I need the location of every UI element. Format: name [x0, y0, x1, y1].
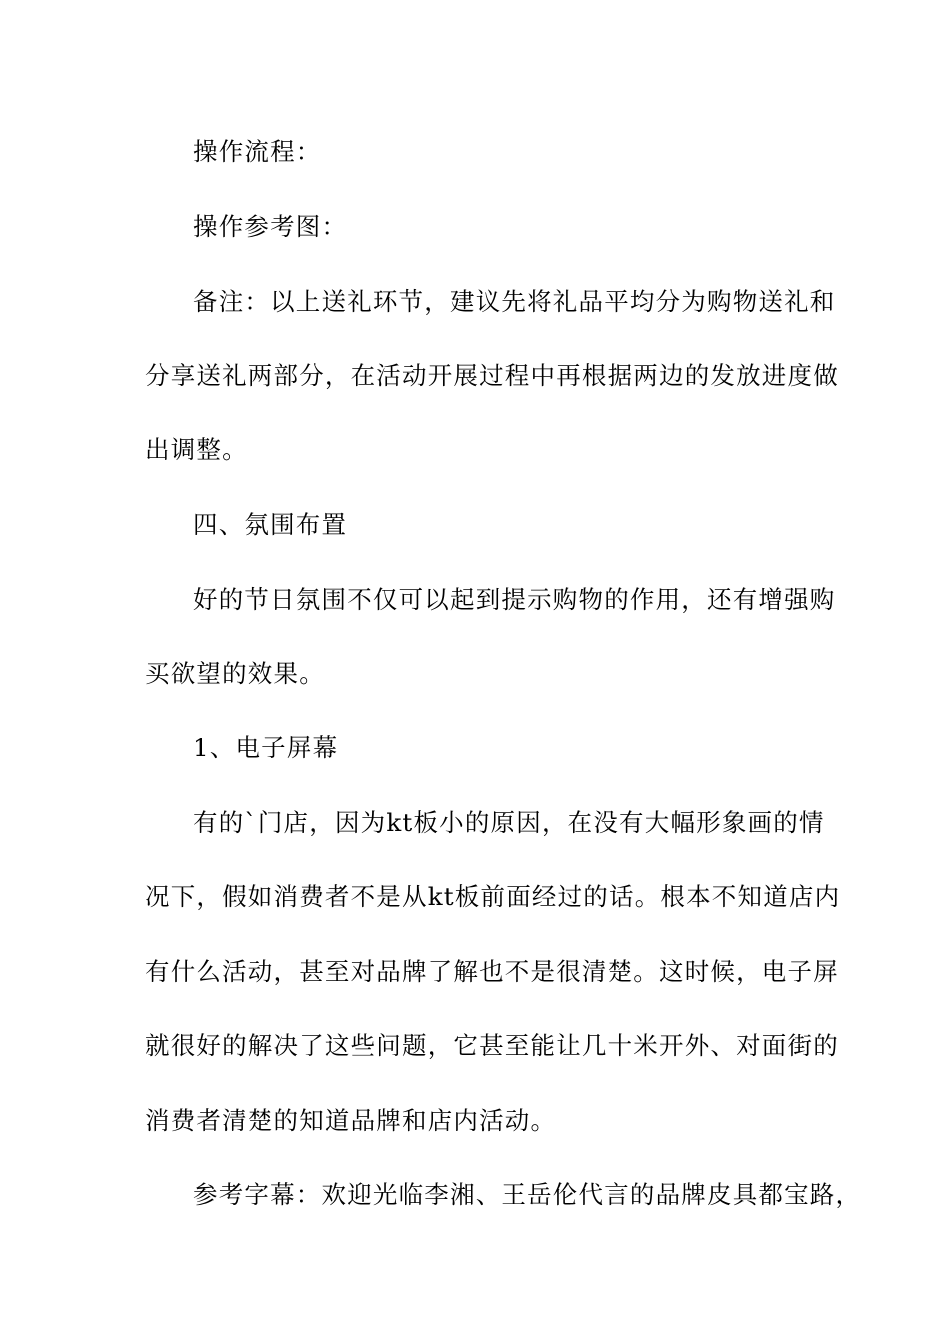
text-line: 好的节日氛围不仅可以起到提示购物的作用，还有增强购	[193, 585, 836, 614]
text-line: 就很好的解决了这些问题，它甚至能让几十米开外、对面街的	[145, 1031, 839, 1060]
text-line: 况下，假如消费者不是从kt板前面经过的话。根本不知道店内	[145, 882, 841, 911]
text-line: 操作参考图：	[193, 212, 348, 241]
subsection-heading: 1、电子屏幕	[193, 733, 339, 762]
text-line: 分享送礼两部分，在活动开展过程中再根据两边的发放进度做	[145, 361, 839, 390]
text-line: 有什么活动，甚至对品牌了解也不是很清楚。这时候，电子屏	[145, 957, 839, 986]
text-line: 参考字幕：欢迎光临李湘、王岳伦代言的品牌皮具都宝路，	[193, 1180, 862, 1209]
text-line: 操作流程：	[193, 137, 322, 166]
text-line: 出调整。	[145, 435, 248, 464]
text-line: 有的`门店，因为kt板小的原因，在没有大幅形象画的情	[193, 808, 825, 837]
text-line: 买欲望的效果。	[145, 659, 325, 688]
section-heading: 四、氛围布置	[193, 510, 348, 539]
text-line: 备注：以上送礼环节，建议先将礼品平均分为购物送礼和	[193, 287, 836, 316]
text-line: 消费者清楚的知道品牌和店内活动。	[145, 1106, 557, 1135]
